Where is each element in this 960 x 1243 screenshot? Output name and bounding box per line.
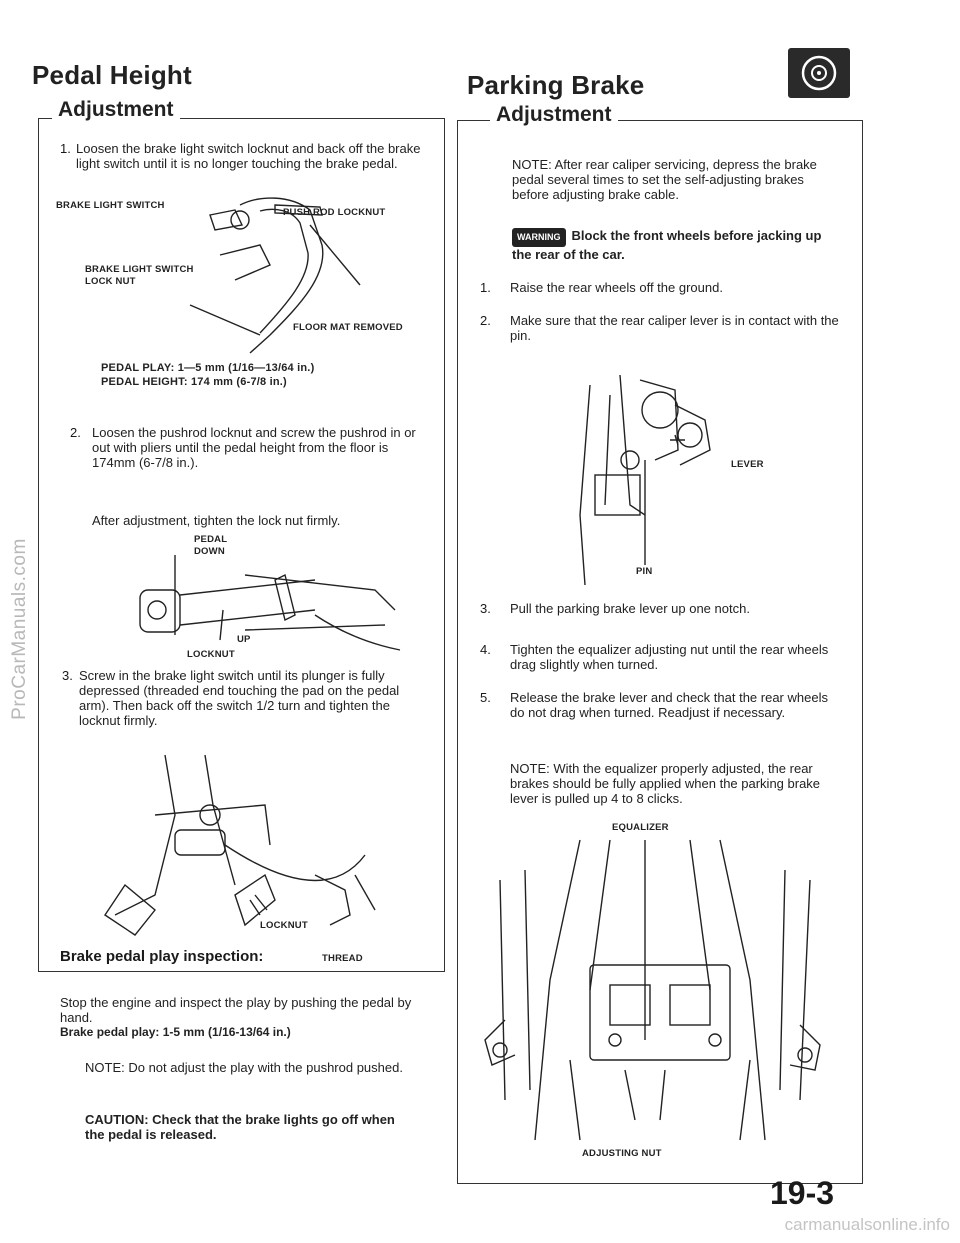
step1-text: Loosen the brake light switch locknut and back off the brake light switch until it is no longer touching the brake pedal. <box>76 141 421 171</box>
step3-number: 3. <box>62 668 73 683</box>
step3-text: Screw in the brake light switch until its plunger is fully depressed (threaded end touching the pad on the pedal arm). Then back off the switch 1/2 turn and tighten the locknut firmly. <box>79 668 400 728</box>
step1-number: 1. <box>60 141 71 156</box>
pushrod-pliers-figure <box>135 535 405 655</box>
pb-step5-number: 5. <box>480 690 491 705</box>
warning-block <box>512 228 842 262</box>
fig-equalizer: EQUALIZER <box>612 822 669 833</box>
brake-disc-icon <box>788 48 850 98</box>
side-watermark: ProCarManuals.com <box>9 538 30 720</box>
fig2-locknut: LOCKNUT <box>187 649 235 660</box>
caliper-lever-figure <box>560 365 760 590</box>
caution-text: Check that the brake lights go off when the pedal is released. <box>85 1112 395 1142</box>
fig-adjusting-nut: ADJUSTING NUT <box>582 1148 662 1159</box>
fig2-up: UP <box>237 634 251 645</box>
pedal-play-spec: PEDAL PLAY: 1—5 mm (1/16—13/64 in.) <box>101 362 315 374</box>
step2-text: Loosen the pushrod locknut and screw the pushrod in or out with pliers until the pedal height from the floor is 174mm (6-7/8 in.). <box>92 425 416 470</box>
pedal-assembly-figure <box>95 745 415 940</box>
pedal-note: NOTE: Do not adjust the play with the pushrod pushed. <box>85 1060 403 1075</box>
pedal-adjustment-subtitle: Adjustment <box>52 98 180 122</box>
fig1-floor-mat-removed: FLOOR MAT REMOVED <box>293 322 403 333</box>
pb-step4-number: 4. <box>480 642 491 657</box>
parking-adjustment-subtitle: Adjustment <box>490 103 618 127</box>
fig2-pedal: PEDAL <box>194 534 228 545</box>
fig1-push-rod-locknut: PUSH ROD LOCKNUT <box>283 207 386 218</box>
pb-step5-text: Release the brake lever and check that the rear wheels do not drag when turned. Readjust if necessary. <box>510 690 828 720</box>
pb-step2-text: Make sure that the rear caliper lever is in contact with the pin. <box>510 313 839 343</box>
pb-step1-text: Raise the rear wheels off the ground. <box>510 280 723 295</box>
caliper-note: NOTE: After rear caliper servicing, depress the brake pedal several times to set the self-adjusting brakes before adjusting brake cable. <box>512 157 817 202</box>
inspection-text: Stop the engine and inspect the play by pushing the pedal by hand. <box>60 995 412 1025</box>
warning-text: Block the front wheels before jacking up the rear of the car. <box>512 228 822 262</box>
fig3-thread: THREAD <box>322 953 363 964</box>
fig-pin: PIN <box>636 566 653 577</box>
after-adjustment-text: After adjustment, tighten the lock nut firmly. <box>92 513 341 528</box>
fig3-locknut: LOCKNUT <box>260 920 308 931</box>
inspection-value: Brake pedal play: 1-5 mm (1/16-13/64 in.) <box>60 1025 291 1039</box>
pb-step3-text: Pull the parking brake lever up one notch. <box>510 601 750 616</box>
pb-step2-number: 2. <box>480 313 491 328</box>
equalizer-note: NOTE: With the equalizer properly adjusted, the rear brakes should be fully applied when the parking brake lever is pulled up 4 to 8 clicks. <box>510 761 821 806</box>
pedal-caution <box>85 1112 415 1142</box>
caution-label: CAUTION: <box>85 1112 149 1127</box>
pb-step3-number: 3. <box>480 601 491 616</box>
pedal-height-spec: PEDAL HEIGHT: 174 mm (6-7/8 in.) <box>101 376 287 388</box>
pb-step1-number: 1. <box>480 280 491 295</box>
inspection-heading: Brake pedal play inspection: <box>60 948 264 965</box>
pb-step4-text: Tighten the equalizer adjusting nut until the rear wheels drag slightly when turned. <box>510 642 829 672</box>
footer-watermark: carmanualsonline.info <box>784 1215 950 1234</box>
fig1-switch-label: BRAKE LIGHT SWITCH <box>85 264 194 275</box>
fig-lever: LEVER <box>731 459 764 470</box>
fig1-lock-nut: LOCK NUT <box>85 276 136 287</box>
parking-brake-title: Parking Brake <box>467 70 645 100</box>
equalizer-figure <box>480 840 850 1150</box>
pedal-height-title: Pedal Height <box>32 60 192 90</box>
step2-number: 2. <box>70 425 81 440</box>
warning-badge: WARNING <box>512 228 566 247</box>
page-number: 19-3 <box>770 1175 835 1211</box>
fig1-brake-light-switch: BRAKE LIGHT SWITCH <box>56 200 165 211</box>
fig2-down: DOWN <box>194 546 225 557</box>
